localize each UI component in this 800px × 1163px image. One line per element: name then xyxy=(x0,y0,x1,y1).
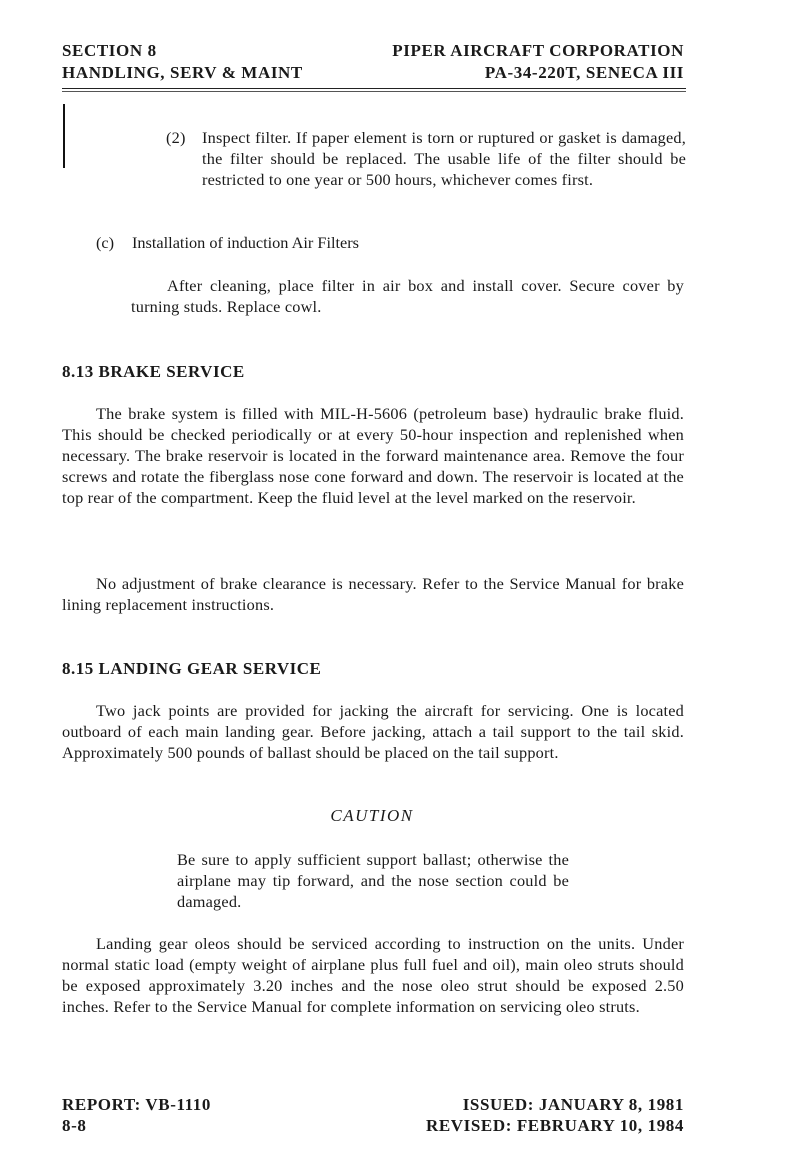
brake-service-title: 8.13 BRAKE SERVICE xyxy=(62,362,245,381)
item-letter: (c) xyxy=(96,233,115,252)
footer-row-2 xyxy=(62,1116,684,1136)
brake-clearance-paragraph: No adjustment of brake clearance is necessary. Refer to the Service Manual for brake lining replacement instructions. xyxy=(62,574,684,614)
page-number: 8-8 xyxy=(62,1116,87,1135)
jack-points-paragraph: Two jack points are provided for jacking the aircraft for servicing. One is located outboard of each main landing gear. Before jacking, attach a tail support to the tail skid. Approximately 500 pounds of ballast should be placed on the tail support. xyxy=(62,701,684,762)
company-name: PIPER AIRCRAFT CORPORATION xyxy=(392,41,684,60)
filter-install-heading xyxy=(96,233,359,253)
oleo-strut-paragraph: Landing gear oleos should be serviced according to instruction on the units. Under normal static load (empty weight of airplane plus full fuel and oil), main oleo struts should be exposed approximately 3.20 inches and the nose oleo strut should be exposed 2.50 inches. Refer to the Service Manual for complete information on servicing oleo struts. xyxy=(62,934,684,1016)
section-label: SECTION 8 xyxy=(62,41,157,60)
revision-change-bar xyxy=(63,104,65,168)
landing-gear-title: 8.15 LANDING GEAR SERVICE xyxy=(62,659,322,678)
caution-text: Be sure to apply sufficient support ballast; otherwise the airplane may tip forward, and the nose section could be damaged. xyxy=(177,850,569,911)
footer-row-1 xyxy=(62,1095,684,1115)
header-rule-thin xyxy=(62,91,686,92)
issued-date: ISSUED: JANUARY 8, 1981 xyxy=(462,1095,684,1114)
header-row-1 xyxy=(62,41,684,61)
brake-fluid-paragraph: The brake system is filled with MIL-H-5606 (petroleum base) hydraulic brake fluid. This should be checked periodically or at every 50-hour inspection and replenished when necessary. The brake reservoir is located in the forward maintenance area. Remove the four screws and rotate the fiberglass nose cone forward and down. The reservoir is located at the top rear of the compartment. Keep the fluid level at the level marked on the reservoir. xyxy=(62,404,684,507)
aircraft-model: PA-34-220T, SENECA III xyxy=(484,63,684,82)
chapter-label: HANDLING, SERV & MAINT xyxy=(62,63,303,82)
header-row-2 xyxy=(62,63,684,83)
item-title: Installation of induction Air Filters xyxy=(132,233,360,252)
report-number: REPORT: VB-1110 xyxy=(62,1095,211,1114)
item-text: Inspect filter. If paper element is torn or ruptured or gasket is damaged, the filter should be replaced. The usable life of the filter should be restricted to one year or 500 hours, whichever comes first. xyxy=(202,128,686,189)
item-number: (2) xyxy=(166,128,186,147)
filter-install-paragraph: After cleaning, place filter in air box and install cover. Secure cover by turning studs. Replace cowl. xyxy=(131,276,684,316)
filter-inspect-item xyxy=(166,127,686,190)
caution-heading: CAUTION xyxy=(330,806,414,825)
revised-date: REVISED: FEBRUARY 10, 1984 xyxy=(425,1116,684,1135)
header-rule xyxy=(62,88,686,89)
